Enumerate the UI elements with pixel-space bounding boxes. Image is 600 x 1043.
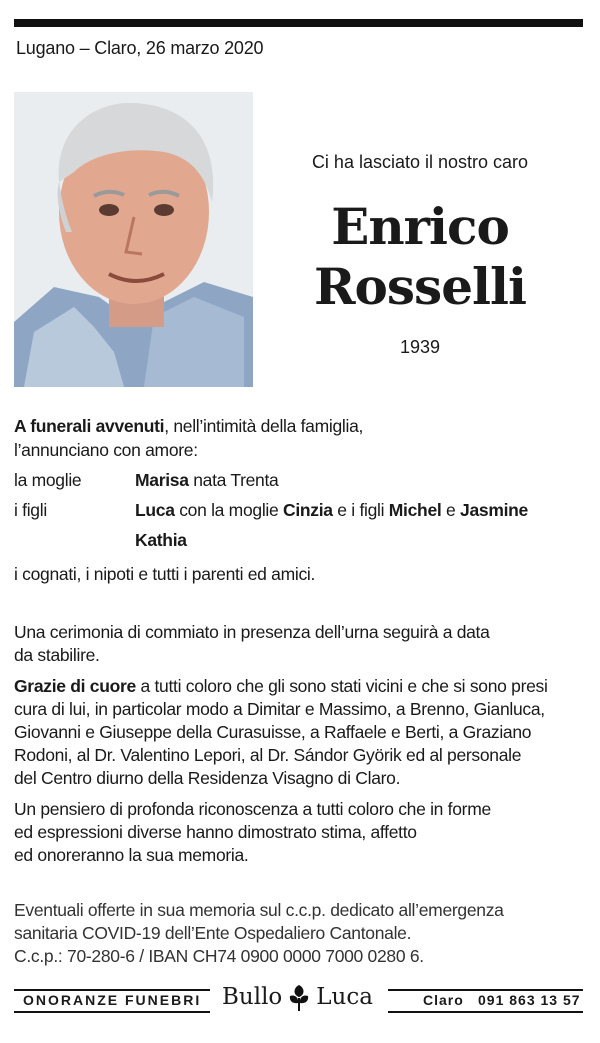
honors-label: ONORANZE FUNEBRI [23, 992, 202, 1008]
gratitude-line-3: ed onoreranno la sua memoria. [14, 845, 249, 865]
brand-logo [222, 982, 373, 1012]
brand-right: Luca [316, 984, 373, 1010]
ceremony-line-2: da stabilire. [14, 645, 100, 665]
and-word: e [441, 500, 461, 520]
grandchild-2: Jasmine [460, 500, 528, 520]
child-1: Luca [135, 500, 175, 520]
thanks-bold: Grazie di cuore [14, 676, 136, 696]
donation-line-1: Eventuali offerte in sua memoria sul c.c.p. dedicato all’emergenza [14, 900, 504, 920]
and-children: e i figli [332, 500, 389, 520]
wife-label: la moglie [14, 470, 82, 490]
ceremony-line-1: Una cerimonia di commiato in presenza dell’urna seguirà a data [14, 622, 490, 642]
footer-phone: 091 863 13 57 [478, 992, 581, 1008]
footer-rule-left-bottom [14, 1011, 210, 1013]
birth-year: 1939 [399, 337, 441, 357]
thanks-line-4: Rodoni, al Dr. Valentino Lepori, al Dr. Sándor Györik ed al personale [14, 745, 522, 765]
gratitude-line-1: Un pensiero di profonda riconoscenza a tutti coloro che in forme [14, 799, 491, 819]
footer-rule-right-bottom [388, 1011, 583, 1013]
child-2: Kathia [135, 530, 187, 550]
child-1-mid: con la moglie [174, 500, 283, 520]
thanks-rest: a tutti coloro che gli sono stati vicini e che si sono presi [135, 676, 548, 696]
donation-line-2: sanitaria COVID-19 dell’Ente Ospedaliero Cantonale. [14, 923, 412, 943]
footer-city: Claro [423, 992, 464, 1008]
portrait-icon [14, 92, 253, 387]
donation-line-3: C.c.p.: 70-280-6 / IBAN CH74 0900 0000 7000 0280 6. [14, 946, 424, 966]
intro-text: Ci ha lasciato il nostro caro [311, 152, 529, 172]
brand-left: Bullo [222, 984, 283, 1010]
top-rule [14, 19, 583, 27]
children-value [135, 500, 528, 521]
announce-line-1 [14, 414, 363, 438]
wife-rest: nata Trenta [188, 470, 279, 490]
flower-icon [286, 982, 312, 1012]
wife-value [135, 470, 278, 491]
footer-rule-left-top [14, 989, 210, 991]
portrait-photo [14, 92, 253, 387]
gratitude-line-2: ed espressioni diverse hanno dimostrato stima, affetto [14, 822, 417, 842]
place-date: Lugano – Claro, 26 marzo 2020 [16, 38, 264, 58]
thanks-line-1 [14, 674, 548, 698]
spouse-name: Cinzia [283, 500, 333, 520]
thanks-line-5: del Centro diurno della Residenza Visagno di Claro. [14, 768, 401, 788]
wife-name: Marisa [135, 470, 189, 490]
footer-rule-right-top [388, 989, 583, 991]
last-name: Rosselli [314, 257, 526, 316]
announce-bold: A funerali avvenuti [14, 416, 165, 436]
first-name: Enrico [331, 197, 509, 256]
others-line: i cognati, i nipoti e tutti i parenti ed amici. [14, 564, 316, 584]
thanks-line-3: Giovanni e Giuseppe della Curasuisse, a Raffaele e Berti, a Graziano [14, 722, 532, 742]
announce-line-2: l’annunciano con amore: [14, 440, 198, 460]
grandchild-1: Michel [388, 500, 442, 520]
announce-rest: , nell’intimità della famiglia, [164, 416, 364, 436]
children-label: i figli [14, 500, 47, 520]
thanks-line-2: cura di lui, in particolar modo a Dimitar e Massimo, a Brenno, Gianluca, [14, 699, 545, 719]
